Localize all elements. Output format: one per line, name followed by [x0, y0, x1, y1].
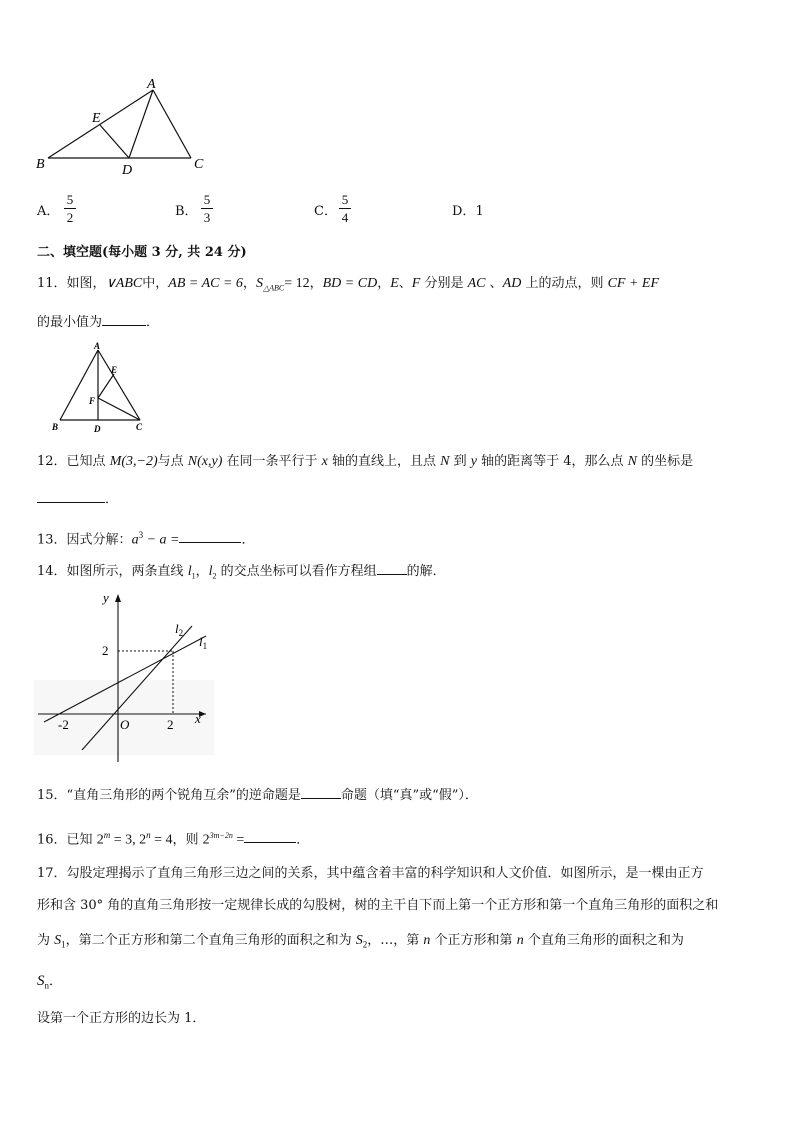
q16-end: ． — [296, 832, 310, 848]
q12-answer-blank[interactable] — [37, 490, 105, 503]
q12-math5: y — [470, 454, 477, 469]
q17-s2-sub: 2 — [362, 939, 368, 950]
q17-sn: S — [37, 973, 45, 989]
q14-graph — [34, 590, 214, 765]
q14-l2: l — [208, 564, 213, 579]
option-a-letter: A． — [37, 204, 60, 219]
option-d-letter: D． — [452, 204, 476, 219]
label-d: D — [122, 163, 133, 178]
q11-label-d: D — [94, 424, 101, 434]
q11-label-f: F — [89, 396, 96, 406]
q11-text6: 、 — [398, 276, 412, 291]
label-a: A — [147, 77, 156, 92]
q13-number: 13． — [37, 532, 67, 548]
q12-math6: N — [627, 454, 637, 469]
q16-math5: = — [232, 832, 245, 848]
option-c-num: 5 — [341, 192, 349, 207]
q13-text1: 因式分解： — [66, 532, 132, 548]
q15-text2: 命题（填“真”或“假”）． — [340, 788, 478, 803]
label-c: C — [194, 157, 204, 172]
q17-l3b: ，第二个正方形和第二个直角三角形的面积之和为 — [65, 933, 356, 948]
q16-text2: ，则 — [172, 832, 203, 848]
l1-label: $l_1$ — [199, 634, 208, 651]
q14-line — [37, 562, 446, 586]
q11-text9: 上的动点，则 — [521, 276, 608, 291]
q17-n2: n — [516, 933, 524, 948]
q11-text4: ， — [309, 276, 323, 291]
q14-l2-sub: 2 — [212, 571, 217, 581]
q16-sup1: m — [103, 830, 111, 840]
q13-sup: 3 — [138, 530, 144, 540]
q11-text3: ， — [242, 276, 256, 291]
q12-text7: 的坐标是 — [636, 454, 694, 469]
q11-label-a: A — [94, 341, 101, 351]
q11-answer-blank[interactable] — [102, 313, 146, 326]
q16-math4: 2 — [202, 832, 210, 848]
option-a-fraction — [64, 192, 76, 225]
q11-triangle: ∨ABC — [105, 276, 143, 291]
q13-end: ． — [241, 532, 255, 548]
triangle-figure-top — [30, 76, 220, 180]
q12-end: ． — [105, 492, 119, 507]
label-b: B — [36, 157, 45, 172]
q11-label-c: C — [136, 422, 143, 432]
q11-line1 — [37, 275, 659, 298]
q14-number: 14． — [37, 564, 67, 579]
section-title: 二、填空题(每小题 3 分, 共 24 分) — [37, 245, 247, 260]
option-b-fraction — [201, 192, 213, 225]
q11-math3: E — [390, 276, 399, 291]
q17-l3a: 为 — [37, 933, 55, 948]
q17-s1-sub: 1 — [61, 939, 66, 950]
option-a-den: 2 — [66, 210, 74, 225]
l2-label: $l_2$ — [175, 621, 184, 638]
q16-sup3: 3m−2n — [209, 831, 233, 840]
q14-comma: ， — [195, 564, 209, 579]
q11-number: 11． — [37, 276, 67, 291]
q15-text1: “直角三角形的两个锐角互余”的逆命题是 — [66, 788, 301, 803]
q17-line1-text: 勾股定理揭示了直角三角形三边之间的关系，其中蕴含着丰富的科学知识和人文价值．如图所示，是一棵由正方 — [66, 866, 704, 881]
q11-label-b: B — [52, 422, 59, 432]
q12-text2: 与点 — [157, 454, 188, 469]
q12-number: 12． — [37, 454, 67, 469]
q12-text5: 到 — [449, 454, 471, 469]
q11-text7: 分别是 — [420, 276, 468, 291]
option-b-num: 5 — [203, 192, 211, 207]
q11-s-label: S — [255, 276, 263, 291]
q14-text2: 的交点坐标可以看作方程组 — [216, 564, 377, 579]
option-b-den: 3 — [203, 210, 211, 225]
q15-number: 15． — [37, 788, 67, 803]
q17-sn-end: ． — [49, 974, 63, 989]
q16-math1: 2 — [96, 832, 104, 848]
q11-line2-text: 的最小值为 — [37, 315, 103, 330]
q17-s2: S — [355, 933, 363, 948]
q17-line2: 形和含 30° 角的直角三角形按一定规律长成的勾股树，树的主干自下而上第一个正方形和第一个直角三角形的面积之和 — [37, 898, 719, 913]
origin-label: O — [120, 717, 130, 732]
q16-math3: = 4 — [150, 832, 173, 848]
q14-answer-blank[interactable] — [377, 562, 407, 575]
q11-math1: AB = AC = 6 — [168, 276, 243, 291]
q16-sup2: n — [146, 830, 151, 840]
q11-text2: 中， — [142, 276, 169, 291]
q13-math1: a — [131, 532, 139, 548]
q11-math4: F — [411, 276, 421, 291]
q16-answer-blank[interactable] — [244, 830, 296, 843]
option-d — [452, 203, 484, 221]
label-e: E — [92, 111, 101, 126]
q15-line — [37, 786, 478, 805]
q11-math6: AD — [502, 276, 522, 291]
q17-number: 17． — [37, 866, 67, 881]
q17-l3c: ，…，第 — [367, 933, 424, 948]
q11-figure — [44, 340, 154, 436]
q11-s-sub: △ABC — [262, 283, 285, 293]
q11-math7: CF + EF — [607, 276, 660, 291]
option-c-den: 4 — [341, 210, 349, 225]
tick-x-minus2: -2 — [58, 717, 69, 732]
q17-l3d: 个正方形和第 — [430, 933, 517, 948]
q11-math5: AC — [467, 276, 486, 291]
q13-math2: − a = — [143, 532, 180, 548]
q11-s-val: = 12 — [284, 276, 310, 291]
q12-math3: x — [321, 454, 328, 469]
q12-math4: N — [440, 454, 450, 469]
option-d-value: 1 — [475, 204, 484, 219]
tick-x-2: 2 — [167, 717, 174, 732]
q12-math1: M(3,−2) — [109, 454, 158, 469]
q11-math2: BD = CD — [322, 276, 378, 291]
q17-s1: S — [54, 933, 62, 948]
option-c-fraction — [339, 192, 351, 225]
q13-answer-blank[interactable] — [179, 530, 241, 543]
q17-sn-sub: n — [44, 980, 49, 991]
option-c-letter: C． — [314, 204, 337, 219]
q12-line2 — [37, 490, 118, 509]
q11-text5: ， — [377, 276, 391, 291]
q17-line5: 设第一个正方形的边长为 1． — [37, 1011, 206, 1026]
q17-line1 — [37, 865, 704, 883]
q16-text1: 已知 — [66, 832, 97, 848]
q11-text1: 如图， — [66, 276, 106, 291]
q15-answer-blank[interactable] — [301, 786, 341, 799]
q12-text4: 轴的直线上，且点 — [327, 454, 441, 469]
option-b-letter: B． — [175, 204, 198, 219]
q14-l1-sub: 1 — [191, 571, 196, 581]
q17-line3 — [37, 932, 684, 954]
q13-line — [37, 526, 254, 549]
q16-line — [37, 826, 309, 849]
tick-y-2: 2 — [102, 643, 109, 658]
q11-end: ． — [146, 315, 160, 330]
option-a-num: 5 — [66, 192, 74, 207]
q14-text1: 如图所示，两条直线 — [66, 564, 188, 579]
q11-label-e: E — [111, 365, 118, 375]
q17-line4 — [37, 972, 62, 995]
q14-text3: 的解． — [406, 564, 446, 579]
q16-number: 16． — [37, 832, 67, 848]
q17-l3e: 个直角三角形的面积之和为 — [523, 933, 684, 948]
q14-l1: l — [187, 564, 192, 579]
q12-math2: N(x,y) — [187, 454, 223, 469]
axis-x-label: x — [195, 711, 201, 726]
q12-line1 — [37, 453, 693, 471]
axis-y-label: y — [103, 590, 109, 605]
q12-text6: 轴的距离等于 4，那么点 — [476, 454, 628, 469]
q11-line2 — [37, 313, 159, 332]
q17-n1: n — [423, 933, 431, 948]
q12-text3: 在同一条平行于 — [222, 454, 322, 469]
q16-math2: = 3, 2 — [110, 832, 147, 848]
q11-text8: 、 — [485, 276, 503, 291]
q12-text1: 已知点 — [66, 454, 110, 469]
